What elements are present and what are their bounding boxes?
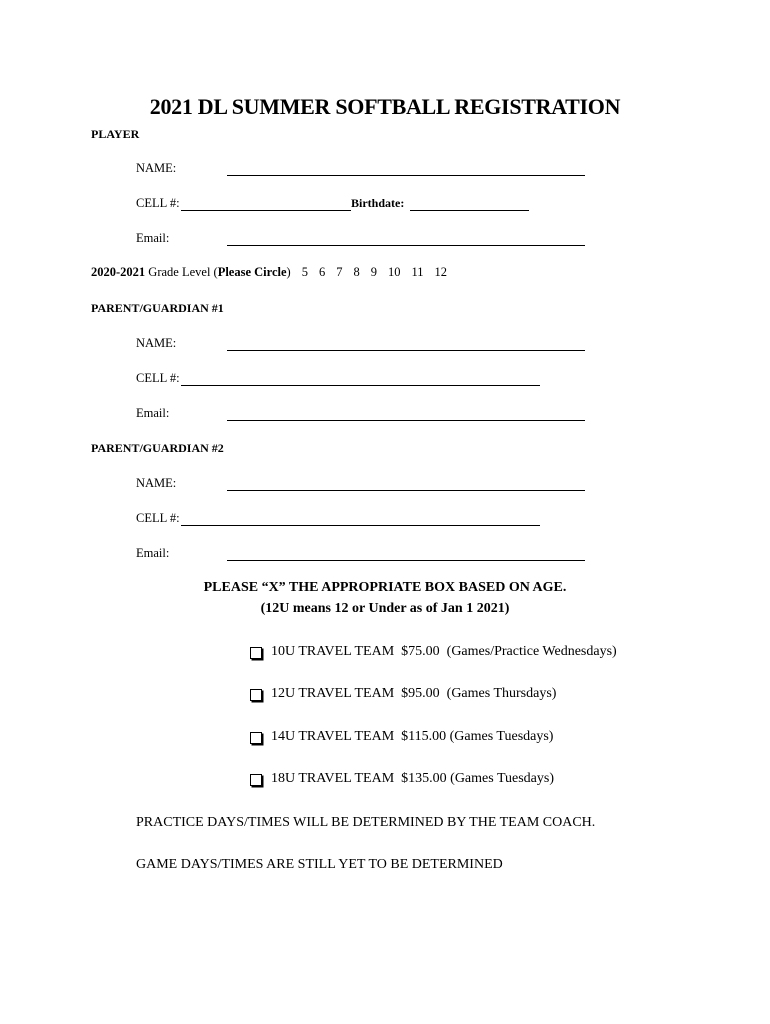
grade-option-6[interactable]: 6 bbox=[318, 265, 326, 279]
grade-option-12[interactable]: 12 bbox=[434, 265, 448, 279]
grade-option-8[interactable]: 8 bbox=[353, 265, 360, 279]
guardian1-email-field[interactable] bbox=[227, 420, 585, 421]
instructions-line-1: PLEASE “X” THE APPROPRIATE BOX BASED ON AGE. bbox=[203, 580, 567, 595]
grade-option-11[interactable]: 11 bbox=[411, 265, 424, 279]
grade-text-close: ) bbox=[286, 265, 291, 279]
grade-option-5[interactable]: 5 bbox=[301, 265, 308, 279]
guardian2-cell-field[interactable] bbox=[181, 525, 540, 526]
player-birthdate-label: Birthdate: bbox=[351, 196, 405, 210]
checkbox-14u[interactable] bbox=[250, 732, 262, 744]
team-label-10u: 10U TRAVEL TEAM $75.00 (Games/Practice Wednesdays) bbox=[271, 644, 617, 659]
team-label-12u: 12U TRAVEL TEAM $95.00 (Games Thursdays) bbox=[271, 686, 557, 701]
grade-option-7[interactable]: 7 bbox=[336, 265, 343, 279]
team-label-18u: 18U TRAVEL TEAM $135.00 (Games Tuesdays) bbox=[271, 771, 554, 786]
guardian2-email-label: Email: bbox=[136, 546, 170, 560]
section-guardian-1: PARENT/GUARDIAN #1 bbox=[91, 301, 224, 315]
player-cell-field[interactable] bbox=[181, 210, 351, 211]
guardian1-email-label: Email: bbox=[136, 406, 170, 420]
team-option-18u bbox=[250, 771, 554, 787]
page-title: 2021 DL SUMMER SOFTBALL REGISTRATION bbox=[149, 94, 621, 119]
grade-please-circle: Please Circle bbox=[217, 265, 287, 279]
instructions-line-2: (12U means 12 or Under as of Jan 1 2021) bbox=[260, 601, 510, 616]
player-birthdate-field[interactable] bbox=[410, 210, 529, 211]
player-email-field[interactable] bbox=[227, 245, 585, 246]
checkbox-18u[interactable] bbox=[250, 774, 262, 786]
game-note: GAME DAYS/TIMES ARE STILL YET TO BE DETERMINED bbox=[136, 857, 503, 872]
player-cell-label: CELL #: bbox=[136, 196, 180, 210]
player-name-label: NAME: bbox=[136, 161, 177, 175]
section-guardian-2: PARENT/GUARDIAN #2 bbox=[91, 441, 224, 455]
grade-option-10[interactable]: 10 bbox=[387, 265, 401, 279]
guardian1-cell-label: CELL #: bbox=[136, 371, 180, 385]
checkbox-10u[interactable] bbox=[250, 647, 262, 659]
guardian2-email-field[interactable] bbox=[227, 560, 585, 561]
guardian2-name-field[interactable] bbox=[227, 490, 585, 491]
team-option-12u bbox=[250, 686, 556, 702]
player-email-label: Email: bbox=[136, 231, 170, 245]
player-name-field[interactable] bbox=[227, 175, 585, 176]
grade-text: Grade Level ( bbox=[145, 265, 218, 279]
guardian2-cell-label: CELL #: bbox=[136, 511, 180, 525]
team-label-14u: 14U TRAVEL TEAM $115.00 (Games Tuesdays) bbox=[271, 729, 554, 744]
guardian1-cell-field[interactable] bbox=[181, 385, 540, 386]
guardian1-name-field[interactable] bbox=[227, 350, 585, 351]
grade-years: 2020-2021 bbox=[91, 265, 146, 279]
practice-note: PRACTICE DAYS/TIMES WILL BE DETERMINED BY THE TEAM COACH. bbox=[136, 815, 596, 830]
grade-level-row bbox=[91, 265, 447, 280]
section-player: PLAYER bbox=[91, 127, 140, 141]
grade-option-9[interactable]: 9 bbox=[370, 265, 377, 279]
guardian1-name-label: NAME: bbox=[136, 336, 177, 350]
checkbox-12u[interactable] bbox=[250, 689, 262, 701]
team-option-10u bbox=[250, 644, 617, 660]
team-option-14u bbox=[250, 729, 553, 745]
guardian2-name-label: NAME: bbox=[136, 476, 177, 490]
